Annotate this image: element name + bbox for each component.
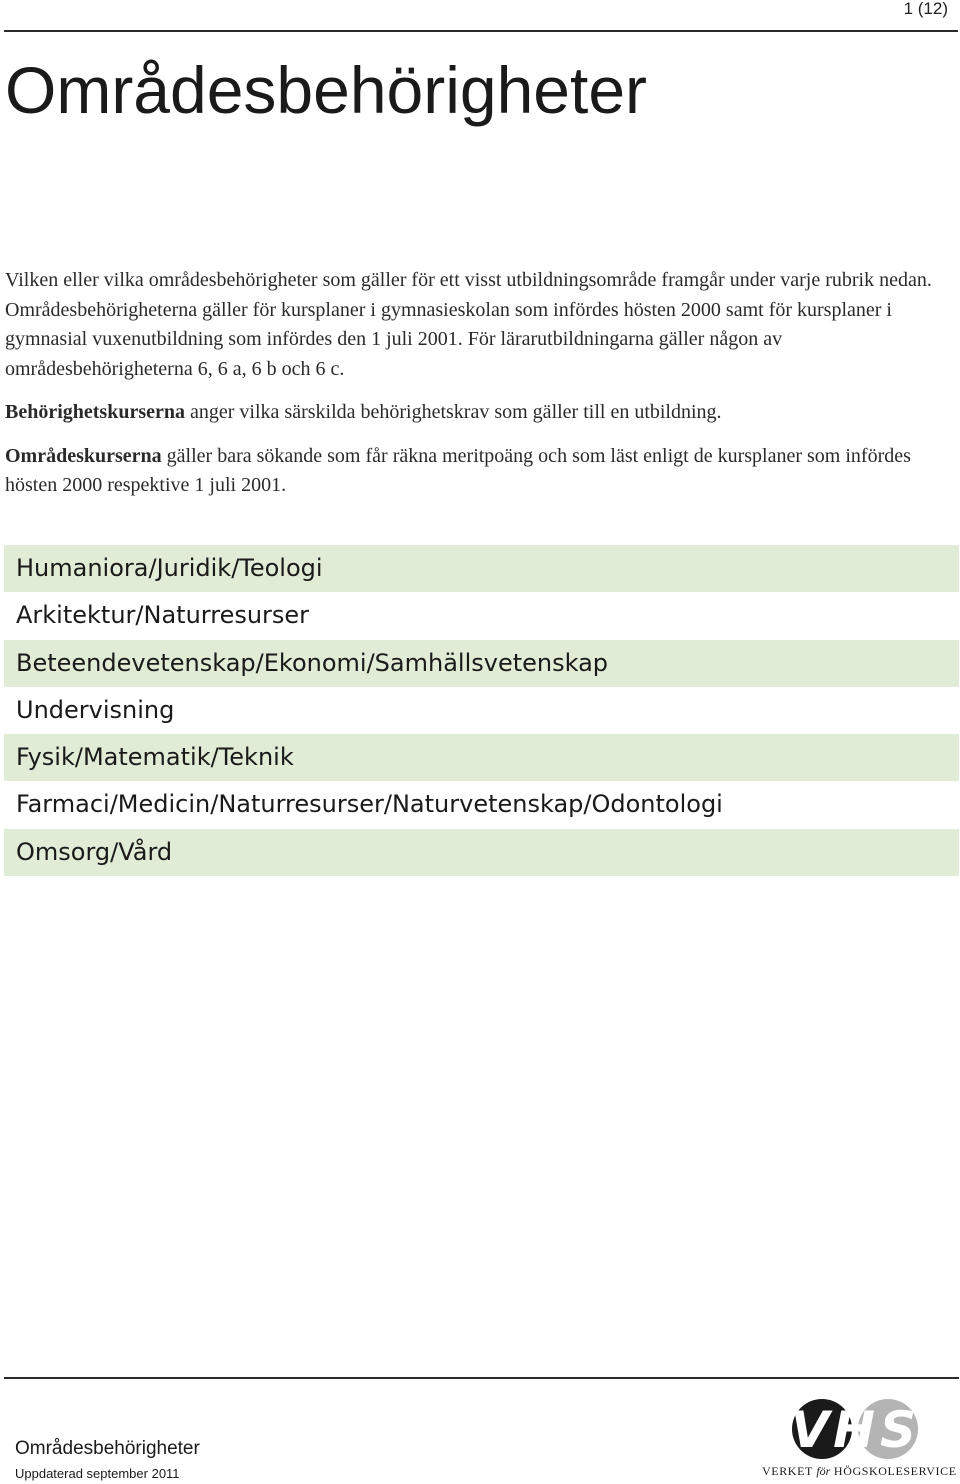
omradeskurser-paragraph bbox=[5, 442, 953, 501]
logo-caption: VERKET för HÖGSKOLESERVICE bbox=[762, 1464, 957, 1478]
omradeskurser-description: gäller bara sökande som får räkna meritpoäng och som läst enligt de kursplaner som infördes hösten 2000 respektive 1 juli 2001. bbox=[5, 444, 911, 496]
logo-letter-h: H bbox=[833, 1401, 875, 1459]
area-item-beteendevetenskap[interactable]: Beteendevetenskap/Ekonomi/Samhällsvetenskap bbox=[4, 640, 959, 687]
omradeskurser-term: Områdeskurserna bbox=[5, 444, 162, 467]
area-item-omsorg[interactable]: Omsorg/Vård bbox=[4, 829, 959, 876]
area-item-fysik[interactable]: Fysik/Matematik/Teknik bbox=[4, 734, 959, 781]
area-list bbox=[4, 545, 959, 876]
page-number: 1 (12) bbox=[903, 0, 948, 18]
behorighetskurser-term: Behörighetskurserna bbox=[5, 401, 185, 423]
vhs-logo bbox=[762, 1396, 957, 1482]
logo-letter-s: S bbox=[879, 1401, 917, 1459]
logo-letter-v: V bbox=[790, 1401, 830, 1459]
intro-paragraph: Vilken eller vilka områdesbehörigheter som gäller för ett visst utbildningsområde framgår under varje rubrik nedan. Områdesbehörigheterna gäller för kursplaner i gymnasieskolan som infördes hösten 2000 samt för kursplaner i gymnasial vuxenutbildning som infördes den 1 juli 2001. För lärarutbildningarna gäller någon av områdesbehörigheterna 6, 6 a, 6 b och 6 c. bbox=[5, 269, 932, 380]
behorighetskurser-paragraph bbox=[5, 398, 953, 428]
top-rule bbox=[4, 30, 958, 32]
area-item-arkitektur[interactable]: Arkitektur/Naturresurser bbox=[16, 601, 310, 630]
area-item-undervisning[interactable]: Undervisning bbox=[16, 695, 175, 724]
area-item-farmaci[interactable]: Farmaci/Medicin/Naturresurser/Naturvetenskap/Odontologi bbox=[16, 790, 723, 819]
behorighetskurser-description: anger vilka särskilda behörighetskrav som gäller till en utbildning. bbox=[185, 401, 722, 423]
footer-updated-date: Uppdaterad september 2011 bbox=[15, 1466, 180, 1481]
intro-text bbox=[5, 266, 953, 515]
footer-title: Områdesbehörigheter bbox=[15, 1438, 200, 1459]
page-title: Områdesbehörigheter bbox=[5, 53, 648, 127]
area-item-humaniora[interactable]: Humaniora/Juridik/Teologi bbox=[4, 545, 959, 592]
bottom-rule bbox=[4, 1377, 959, 1379]
vhs-logo-mark bbox=[780, 1396, 930, 1462]
